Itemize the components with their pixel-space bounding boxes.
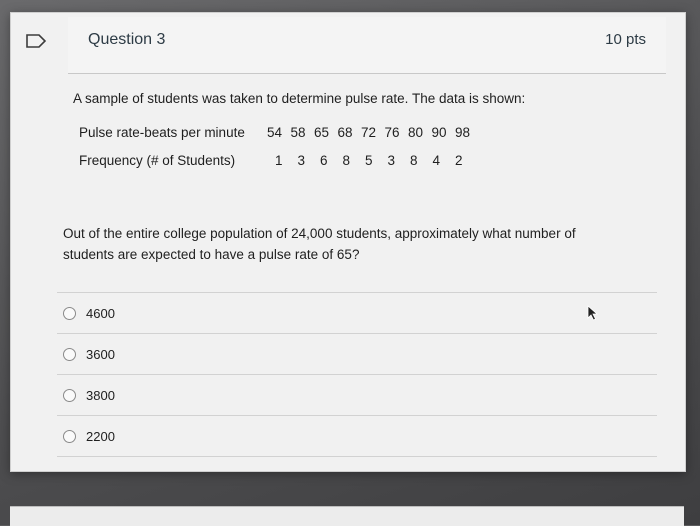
question-header bbox=[68, 17, 666, 74]
question-points: 10 pts bbox=[605, 31, 646, 48]
answer-label[interactable]: 3800 bbox=[86, 387, 115, 403]
pulse-rate-value: 54 bbox=[267, 125, 283, 140]
radio-button[interactable] bbox=[63, 430, 76, 443]
question-card bbox=[10, 12, 686, 472]
answer-option[interactable] bbox=[57, 374, 657, 415]
question-intro: A sample of students was taken to determine pulse rate. The data is shown: bbox=[73, 91, 526, 106]
next-question-card-edge bbox=[10, 506, 684, 526]
row-label-frequency: Frequency (# of Students) bbox=[79, 153, 236, 168]
row-label-pulse-rate: Pulse rate-beats per minute bbox=[79, 125, 245, 140]
radio-button[interactable] bbox=[63, 348, 76, 361]
pulse-rate-value: 72 bbox=[361, 125, 377, 140]
frequency-value: 1 bbox=[275, 153, 283, 168]
frequency-value: 6 bbox=[320, 153, 328, 168]
frequency-value: 2 bbox=[455, 153, 463, 168]
pulse-rate-value: 58 bbox=[290, 125, 306, 140]
frequency-value: 3 bbox=[297, 153, 306, 168]
data-row-frequency bbox=[79, 153, 478, 168]
frequency-value: 3 bbox=[387, 153, 396, 168]
radio-button[interactable] bbox=[63, 389, 76, 402]
pulse-rate-value: 80 bbox=[408, 125, 424, 140]
pulse-rate-value: 98 bbox=[455, 125, 471, 140]
frequency-value: 4 bbox=[432, 153, 441, 168]
answer-list bbox=[57, 292, 657, 457]
answer-option[interactable] bbox=[57, 292, 657, 333]
frequency-value: 5 bbox=[365, 153, 373, 168]
flag-question-icon[interactable] bbox=[25, 33, 47, 49]
pulse-rate-value: 68 bbox=[337, 125, 353, 140]
answer-option[interactable] bbox=[57, 415, 657, 457]
mouse-cursor-icon bbox=[587, 305, 599, 321]
answer-label[interactable]: 3600 bbox=[86, 346, 115, 362]
question-prompt: Out of the entire college population of 24,000 students, approximately what number of students are expected to have a pulse rate of 65? bbox=[63, 226, 576, 262]
radio-button[interactable] bbox=[63, 307, 76, 320]
frequency-value: 8 bbox=[342, 153, 351, 168]
data-row-pulse-rate bbox=[79, 125, 479, 140]
pulse-rate-value: 90 bbox=[431, 125, 447, 140]
question-title: Question 3 bbox=[88, 31, 166, 48]
answer-label[interactable]: 2200 bbox=[86, 428, 115, 444]
answer-label[interactable]: 4600 bbox=[86, 305, 115, 321]
frequency-value: 8 bbox=[410, 153, 418, 168]
pulse-rate-value: 76 bbox=[384, 125, 400, 140]
answer-option[interactable] bbox=[57, 333, 657, 374]
pulse-rate-value: 65 bbox=[314, 125, 330, 140]
